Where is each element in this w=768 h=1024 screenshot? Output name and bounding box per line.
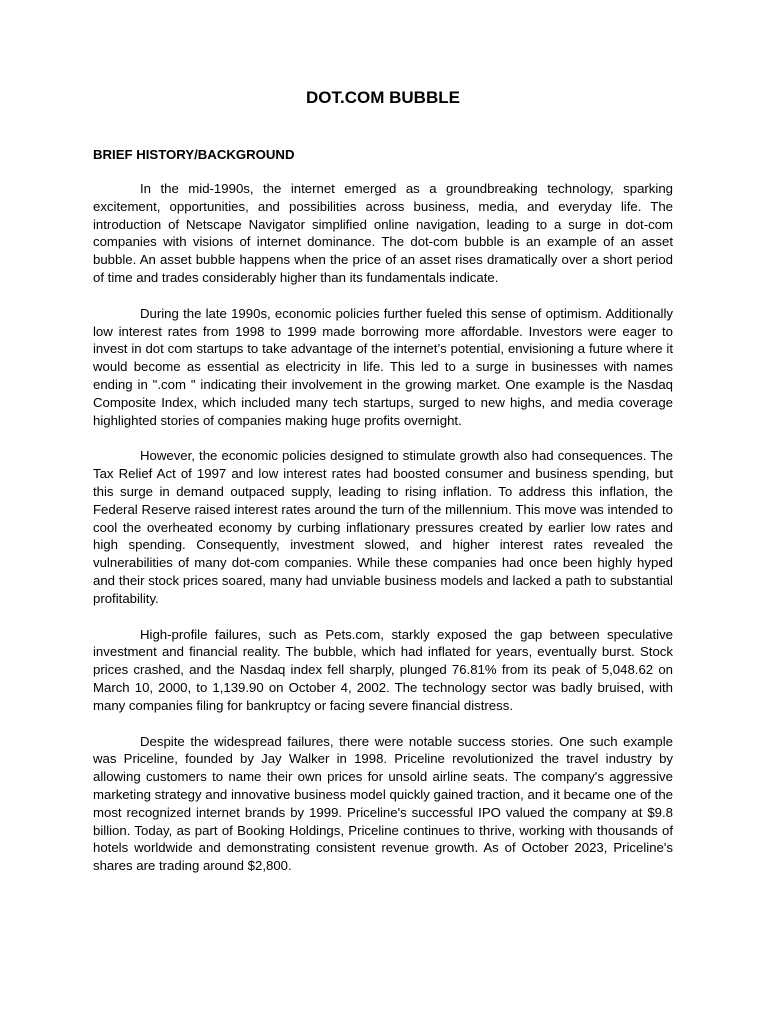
paragraph-5: Despite the widespread failures, there were notable success stories. One such example was Priceline, founded by Jay Walker in 1998. Priceline revolutionized the travel industry by allowing customers to name their own prices for unsold airline seats. The company's aggressive marketing strategy and innovative business model quickly gained traction, and it became one of the most recognized internet brands by 1999. Priceline's successful IPO valued the company at $9.8 billion. Today, as part of Booking Holdings, Priceline continues to thrive, working with thousands of hotels worldwide and demonstrating consistent revenue growth. As of October 2023, Priceline's shares are trading around $2,800. (93, 733, 673, 874)
paragraph-4: High-profile failures, such as Pets.com, starkly exposed the gap between speculative investment and financial reality. The bubble, which had inflated for years, eventually burst. Stock prices crashed, and the Nasdaq index fell sharply, plunged 76.81% from its peak of 5,048.62 on March 10, 2000, to 1,139.90 on October 4, 2002. The technology sector was badly bruised, with many companies filing for bankruptcy or facing severe financial distress. (93, 626, 673, 713)
document-title: DOT.COM BUBBLE (306, 88, 460, 107)
section-heading: BRIEF HISTORY/BACKGROUND (93, 147, 295, 162)
paragraph-2: During the late 1990s, economic policies further fueled this sense of optimism. Additionally low interest rates from 1998 to 1999 made borrowing more affordable. Investors were eager to invest in dot com startups to take advantage of the internet’s potential, envisioning a future where it would become as essential as electricity in life. This led to a surge in businesses with names ending in ".com " indicating their involvement in the growing market. One example is the Nasdaq Composite Index, which included many tech startups, surged to new highs, and media coverage highlighted stories of companies making huge profits overnight. (93, 305, 673, 428)
paragraph-3: However, the economic policies designed to stimulate growth also had consequences. The Tax Relief Act of 1997 and low interest rates had boosted consumer and business spending, but this surge in demand outpaced supply, leading to rising inflation. To address this inflation, the Federal Reserve raised interest rates around the turn of the millennium. This move was intended to cool the overheated economy by curbing inflationary pressures created by earlier low rates and high spending. Consequently, investment slowed, and higher interest rates revealed the vulnerabilities of many dot-com companies. While these companies had once been highly hyped and their stock prices soared, many had unviable business models and lacked a path to substantial profitability. (93, 448, 673, 606)
body-text (93, 180, 673, 893)
paragraph-1: In the mid-1990s, the internet emerged as a groundbreaking technology, sparking excitement, opportunities, and possibilities across business, media, and everyday life. The introduction of Netscape Navigator simplified online navigation, leading to a surge in dot-com companies with visions of internet dominance. The dot-com bubble is an example of an asset bubble. An asset bubble happens when the price of an asset rises dramatically over a short period of time and trades considerably higher than its fundamentals indicate. (93, 181, 673, 285)
